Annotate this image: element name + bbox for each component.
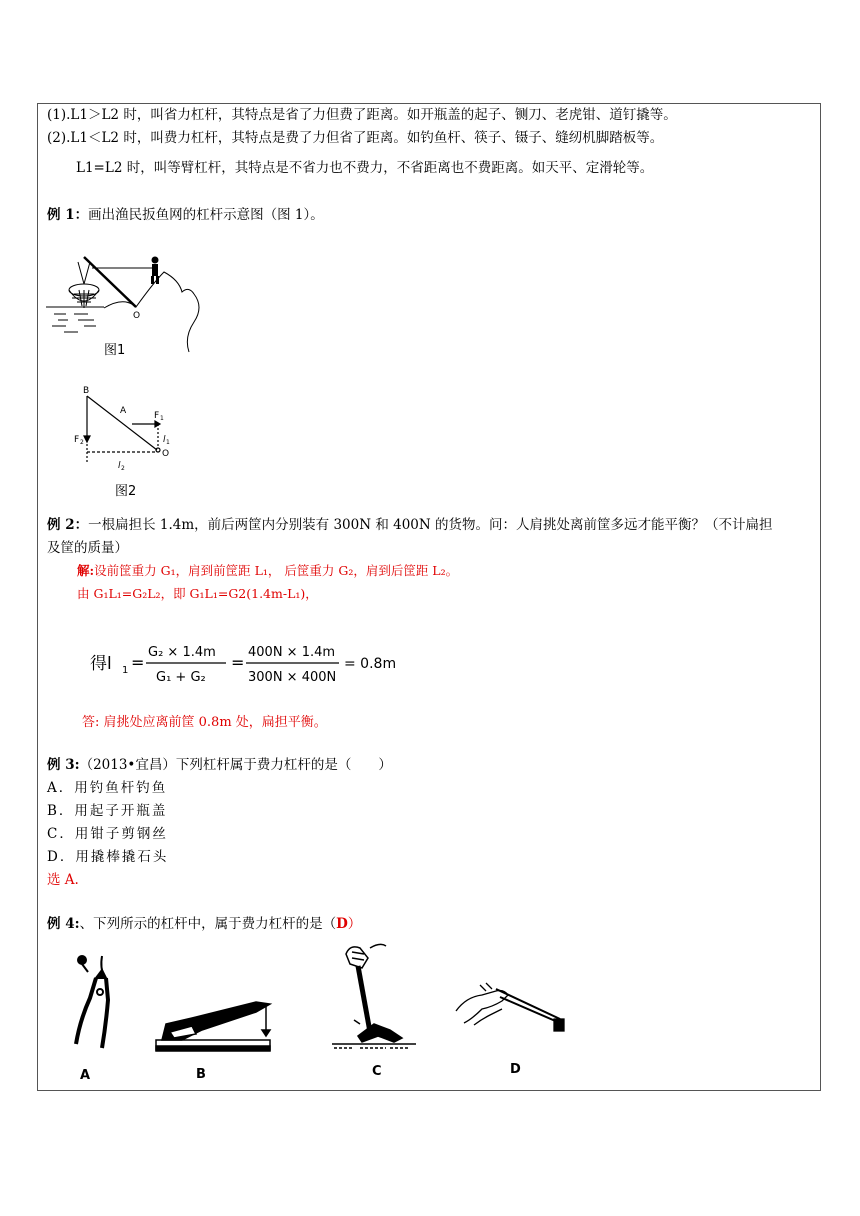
example-4-figure-c-hammer — [330, 940, 420, 1058]
example-1 — [47, 206, 324, 224]
figure-2-label-F1-sub: 1 — [160, 415, 164, 422]
example-2-solution-label: 解: — [77, 563, 95, 578]
example-2-solution-line-2: 由 G₁L₁=G₂L₂，即 G₁L₁=G2(1.4m-L₁)， — [77, 586, 318, 601]
intro-line-1: (1).L1＞L2 时，叫省力杠杆，其特点是省了力但费了距离。如开瓶盖的起子、铡刀、老虎钳、道钉撬等。 — [47, 107, 677, 123]
figure-2-label-A: A — [120, 406, 127, 416]
figure-2-label-l2-sub: 2 — [121, 465, 125, 472]
example-2-label: 例 2： — [47, 517, 89, 533]
example-1-label: 例 1： — [47, 207, 89, 223]
formula-prefix: 得l — [90, 654, 112, 674]
example-2-solution-text-1: 设前筐重力 G₁，肩到前筐距 L₁， 后筐重力 G₂，肩到后筐距 L₂。 — [94, 563, 459, 578]
formula-denominator-1: G₁ + G₂ — [156, 670, 206, 685]
example-2-answer: 答: 肩挑处应离前筐 0.8m 处，扁担平衡。 — [82, 715, 327, 730]
formula-denominator-2: 300N × 400N — [248, 670, 337, 685]
example-4-label: 例 4: — [47, 916, 80, 932]
example-4 — [47, 915, 361, 933]
example-1-text: 画出渔民扳鱼网的杠杆示意图（图 1）。 — [88, 207, 324, 223]
example-3 — [47, 756, 392, 774]
example-3-option-c: C．用钳子剪钢丝 — [47, 826, 168, 842]
figure-2-label-F2: F — [74, 435, 80, 445]
example-3-label: 例 3: — [47, 757, 80, 773]
example-3-option-d: D．用撬棒撬石头 — [47, 849, 169, 865]
figure-2-label-F1: F — [154, 411, 160, 421]
example-3-option-b: B．用起子开瓶盖 — [47, 803, 168, 819]
example-4-text: 、下列所示的杠杆中，属于费力杠杆的是（ — [79, 916, 337, 932]
figure-2-lever-diagram — [70, 382, 180, 472]
example-2-formula — [86, 632, 406, 692]
example-2-text-2: 及筐的质量） — [47, 540, 128, 556]
svg-text:=: = — [131, 653, 145, 672]
intro-line-3: L1=L2 时，叫等臂杠杆，其特点是不省力也不费力，不省距离也不费距离。如天平、定滑轮等。 — [76, 160, 654, 176]
example-4-figure-b-press — [152, 990, 280, 1056]
figure-2-label-l2: l — [118, 461, 121, 471]
figure-1-pivot-label: O — [133, 311, 141, 321]
formula-numerator-2: 400N × 1.4m — [248, 645, 336, 660]
figure-2-label-F2-sub: 2 — [80, 439, 84, 446]
example-2-line-1 — [47, 516, 772, 534]
example-3-answer: 选 A. — [47, 872, 79, 888]
formula-result: = 0.8m — [344, 656, 397, 672]
figure-2-label-B: B — [83, 386, 90, 396]
example-4-answer: D — [336, 916, 348, 932]
example-3-text: （2013•宜昌）下列杠杆属于费力杠杆的是（ ） — [79, 757, 392, 773]
example-4-caption-d: D — [510, 1062, 521, 1077]
example-4-close: ） — [347, 916, 362, 932]
example-3-option-a: A．用钓鱼杆钓鱼 — [47, 780, 168, 796]
example-4-caption-c: C — [372, 1064, 382, 1079]
intro-line-2: (2).L1＜L2 时，叫费力杠杆，其特点是费了力但省了距离。如钓鱼杆、筷子、镊子、缝纫机脚踏板等。 — [47, 130, 664, 146]
figure-2-caption: 图2 — [115, 484, 137, 499]
formula-prefix-sub: 1 — [122, 665, 129, 676]
example-4-caption-a: A — [80, 1068, 91, 1083]
example-2-text-1: 一根扁担长 1.4m，前后两筐内分别装有 300N 和 400N 的货物。问：人肩挑处离前筐多远才能平衡？（不计扁担 — [88, 517, 773, 533]
formula-numerator-1: G₂ × 1.4m — [148, 645, 216, 660]
example-4-figure-a-pliers — [66, 950, 122, 1068]
example-2-solution-line-1 — [77, 562, 458, 580]
figure-1-fishing-net — [44, 252, 214, 362]
example-4-figure-d-tweezers — [452, 975, 572, 1045]
figure-2-label-l1: l — [163, 435, 166, 445]
figure-2-label-O: O — [162, 449, 170, 459]
figure-2-label-l1-sub: 1 — [166, 439, 170, 446]
figure-1-caption: 图1 — [104, 343, 126, 358]
example-4-caption-b: B — [196, 1067, 206, 1082]
svg-text:=: = — [231, 653, 245, 672]
